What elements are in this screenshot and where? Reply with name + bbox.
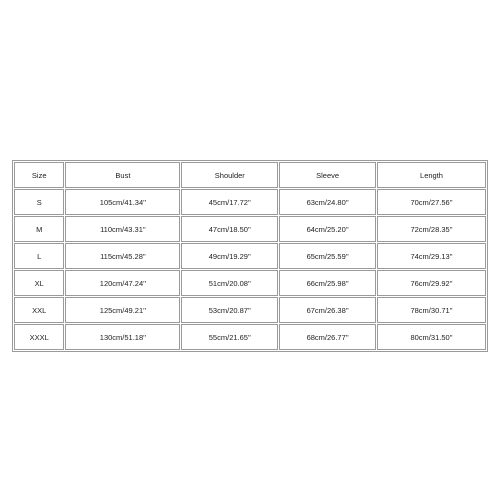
- table-row: [14, 216, 486, 242]
- cell-size: XXXL: [14, 324, 64, 350]
- cell-bust: 115cm/45.28'': [65, 243, 180, 269]
- cell-size: S: [14, 189, 64, 215]
- table-row: [14, 297, 486, 323]
- table-row: [14, 270, 486, 296]
- cell-sleeve: 65cm/25.59'': [279, 243, 376, 269]
- cell-sleeve: 63cm/24.80'': [279, 189, 376, 215]
- cell-sleeve: 68cm/26.77'': [279, 324, 376, 350]
- cell-size: XXL: [14, 297, 64, 323]
- header-bust: Bust: [65, 162, 180, 188]
- header-shoulder: Shoulder: [181, 162, 278, 188]
- cell-sleeve: 64cm/25.20'': [279, 216, 376, 242]
- cell-sleeve: 66cm/25.98'': [279, 270, 376, 296]
- cell-length: 70cm/27.56'': [377, 189, 486, 215]
- size-chart-table: [12, 160, 488, 352]
- cell-sleeve: 67cm/26.38'': [279, 297, 376, 323]
- cell-shoulder: 53cm/20.87'': [181, 297, 278, 323]
- cell-bust: 105cm/41.34'': [65, 189, 180, 215]
- header-size: Size: [14, 162, 64, 188]
- cell-size: M: [14, 216, 64, 242]
- cell-shoulder: 49cm/19.29'': [181, 243, 278, 269]
- cell-length: 78cm/30.71'': [377, 297, 486, 323]
- cell-bust: 130cm/51.18'': [65, 324, 180, 350]
- cell-size: L: [14, 243, 64, 269]
- cell-shoulder: 55cm/21.65'': [181, 324, 278, 350]
- header-sleeve: Sleeve: [279, 162, 376, 188]
- cell-bust: 120cm/47.24'': [65, 270, 180, 296]
- table-row: [14, 189, 486, 215]
- cell-shoulder: 51cm/20.08'': [181, 270, 278, 296]
- table-row: [14, 324, 486, 350]
- cell-length: 72cm/28.35'': [377, 216, 486, 242]
- cell-bust: 110cm/43.31'': [65, 216, 180, 242]
- header-length: Length: [377, 162, 486, 188]
- cell-length: 76cm/29.92'': [377, 270, 486, 296]
- cell-length: 80cm/31.50'': [377, 324, 486, 350]
- cell-size: XL: [14, 270, 64, 296]
- cell-bust: 125cm/49.21'': [65, 297, 180, 323]
- cell-shoulder: 45cm/17.72'': [181, 189, 278, 215]
- table-row: [14, 243, 486, 269]
- cell-shoulder: 47cm/18.50'': [181, 216, 278, 242]
- header-row: [14, 162, 486, 188]
- cell-length: 74cm/29.13'': [377, 243, 486, 269]
